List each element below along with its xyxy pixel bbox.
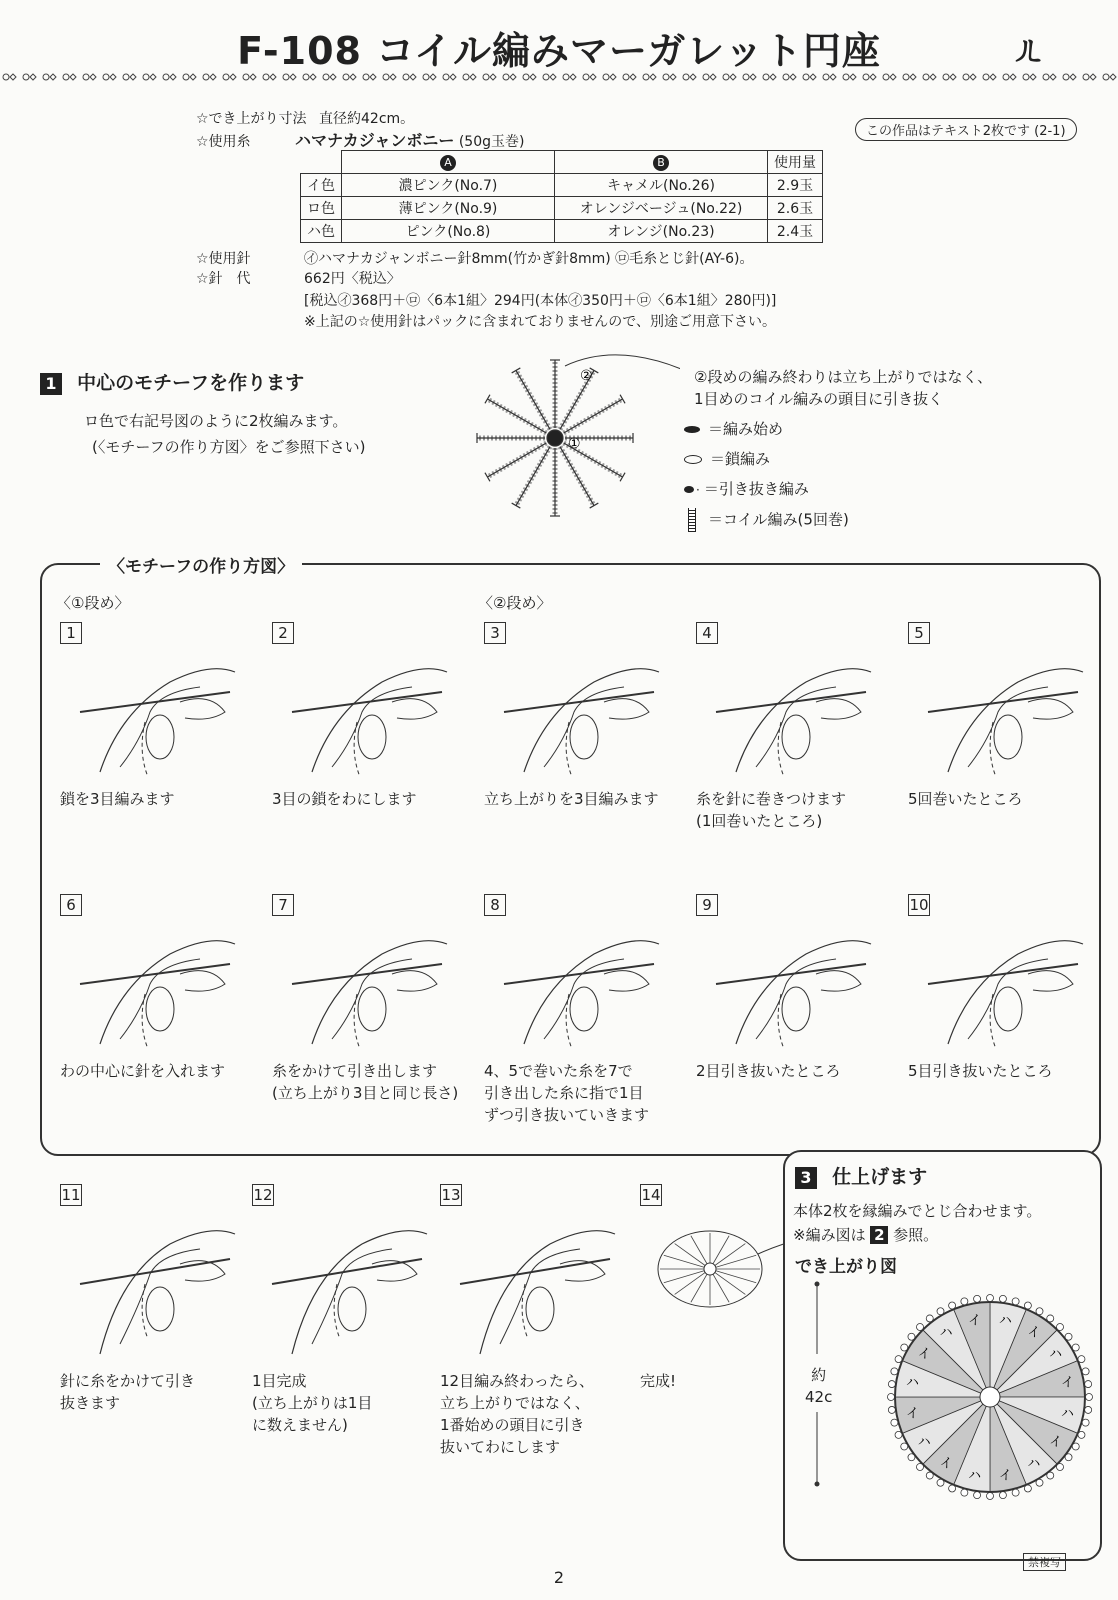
table-cell: 2.9玉 (768, 174, 823, 197)
diagram-note-line1: ②段めの編み終わりは立ち上がりではなく、 (694, 368, 993, 386)
instruction-step (908, 894, 1098, 1082)
instruction-step (60, 1184, 250, 1414)
wheel-label: ハ (968, 1468, 982, 1484)
wheel-label: イ (998, 1468, 1012, 1484)
legend-slip: · ＝引き抜き編み (684, 478, 809, 499)
table-cell: 薄ピンク(No.9) (342, 197, 555, 220)
diagram-note-line2: 1目めのコイル編みの頭目に引き抜く (694, 390, 944, 408)
table-cell: キャメル(No.26) (555, 174, 768, 197)
step-number: 4 (696, 622, 718, 644)
needles-row (196, 248, 754, 268)
step-caption: 12目編み終わったら、 立ち上がりではなく、 1番始めの頭目に引き 抜いてわにします (440, 1372, 594, 1456)
finished-diagram (805, 1272, 1095, 1552)
price-value: 662円〈税込〉 (304, 271, 401, 287)
hand-crochet-illustration (696, 924, 876, 1054)
step-caption: 針に糸をかけて引き 抜きます (60, 1372, 196, 1412)
size-label-2: 42c (805, 1388, 833, 1406)
legend-label: ＝コイル編み(5回巻) (708, 510, 849, 529)
table-corner (301, 151, 342, 174)
hand-crochet-illustration (908, 652, 1088, 782)
wheel-label: ハ (939, 1325, 953, 1341)
legend-chain (684, 448, 770, 469)
step-caption: わの中心に針を入れます (60, 1062, 226, 1080)
step-caption: 5回巻いたところ (908, 790, 1023, 808)
table-header-b (555, 151, 768, 174)
instruction-step (272, 894, 462, 1104)
table-cell: ハ色 (301, 220, 342, 243)
table-row (301, 174, 823, 197)
table-row (301, 220, 823, 243)
round2-label: 〈②段め〉 (478, 594, 552, 612)
table-cell: 2.4玉 (768, 220, 823, 243)
wheel-label: イ (968, 1313, 982, 1329)
instruction-step (60, 622, 250, 810)
price-label: ☆針 代 (196, 271, 251, 287)
step-number: 8 (484, 894, 506, 916)
yarn-brand: ハマナカジャンボニー (295, 131, 455, 150)
size-label: ☆でき上がり寸法 (196, 111, 307, 127)
instruction-step (908, 622, 1098, 810)
section1-title: 中心のモチーフを作ります (77, 372, 305, 394)
section3-box (783, 1150, 1102, 1561)
wheel-label: ハ (998, 1313, 1012, 1329)
step-caption: 3目の鎖をわにします (272, 790, 417, 808)
wheel-label: ハ (906, 1375, 920, 1391)
step-caption: 立ち上がりを3目編みます (484, 790, 659, 808)
round1-marker: ① (568, 436, 581, 452)
slip-stitch-icon (684, 486, 694, 493)
section3-desc: 本体2枚を縁編みでとじ合わせます。 (793, 1202, 1042, 1220)
instruction-step (60, 894, 250, 1082)
step-caption: 糸を針に巻きつけます (1回巻いたところ) (696, 790, 847, 830)
note-prefix: ※編み図は (793, 1226, 866, 1244)
size-row (196, 108, 414, 128)
page-number: 2 (553, 1568, 565, 1587)
round1-label: 〈①段め〉 (56, 594, 130, 612)
wheel-label: ハ (1049, 1347, 1063, 1363)
step-number: 6 (60, 894, 82, 916)
wheel-label: イ (906, 1406, 920, 1422)
note-badge: この作品はテキスト2枚です (2-1) (855, 118, 1077, 141)
table-header-amount: 使用量 (768, 151, 823, 174)
instruction-step (440, 1184, 630, 1458)
legend-label: ＝引き抜き編み (703, 480, 809, 498)
needles-label: ☆使用針 (196, 251, 251, 267)
step-number: 3 (484, 622, 506, 644)
start-stitch-icon (684, 426, 700, 433)
size-label-1: 約 (811, 1366, 827, 1384)
size-value: 直径約42cm。 (319, 111, 415, 127)
hand-crochet-illustration (272, 924, 452, 1054)
hand-crochet-illustration (696, 652, 876, 782)
section3-heading (795, 1162, 927, 1189)
table-header-a (342, 151, 555, 174)
wheel-label: ハ (917, 1434, 931, 1450)
motif-symbol-diagram (470, 350, 680, 540)
section1-heading (40, 368, 304, 395)
wheel-label: ハ (1060, 1406, 1074, 1422)
copyright-notice: 禁複写 (1023, 1553, 1066, 1571)
price-row (196, 268, 401, 288)
step-caption: 1目完成 (立ち上がりは1目 に数えません) (252, 1372, 373, 1434)
step-number: 1 (60, 622, 82, 644)
instruction-step (696, 622, 886, 832)
yarn-table (300, 150, 823, 243)
hand-crochet-illustration (484, 924, 664, 1054)
coil-stitch-icon (688, 508, 696, 532)
step-number: 5 (908, 622, 930, 644)
table-header-row (301, 151, 823, 174)
step-number: 2 (272, 622, 294, 644)
instruction-step (252, 1184, 442, 1436)
section3-note (793, 1224, 938, 1245)
step-caption: 完成! (640, 1372, 677, 1390)
hand-crochet-illustration (440, 1214, 620, 1364)
table-cell: ピンク(No.8) (342, 220, 555, 243)
step-number: 12 (253, 1186, 273, 1204)
decorative-border (0, 68, 1118, 86)
needles-note: ※上記の☆使用針はパックに含まれておりませんので、別途ご用意下さい。 (304, 314, 776, 330)
section1-number: 1 (40, 373, 62, 395)
instruction-step (272, 622, 462, 810)
section1-desc1: ロ色で右記号図のように2枚編みます。 (84, 412, 348, 430)
needles-value: ㋑ハマナカジャンボニー針8mm(竹かぎ針8mm) ㋺毛糸とじ針(AY-6)。 (304, 251, 754, 267)
table-cell: 2.6玉 (768, 197, 823, 220)
hand-crochet-illustration (908, 924, 1088, 1054)
instruction-step (484, 894, 674, 1126)
circle-b-icon: B (653, 155, 669, 171)
section3-number: 3 (795, 1167, 817, 1189)
hand-crochet-illustration (252, 1214, 432, 1364)
table-cell: 濃ピンク(No.7) (342, 174, 555, 197)
wheel-label: イ (917, 1347, 931, 1363)
table-cell: ロ色 (301, 197, 342, 220)
wheel-label: イ (1049, 1434, 1063, 1450)
note-suffix: 参照。 (893, 1226, 939, 1244)
finished-label: でき上がり図 (795, 1257, 897, 1277)
table-cell: イ色 (301, 174, 342, 197)
step-caption: 2目引き抜いたところ (696, 1062, 841, 1080)
step-number: 7 (272, 894, 294, 916)
price-detail: [税込㋑368円＋㋺〈6本1組〉294円(本体㋑350円＋㋺〈6本1組〉280円)] (304, 293, 777, 309)
section3-title: 仕上げます (832, 1166, 928, 1188)
instruction-step (484, 622, 674, 810)
wheel-label: イ (1027, 1325, 1041, 1341)
step-number: 14 (641, 1186, 661, 1204)
step-number: 11 (61, 1186, 81, 1204)
hand-crochet-illustration (272, 652, 452, 782)
hand-crochet-illustration (60, 1214, 240, 1364)
hand-crochet-illustration (60, 652, 240, 782)
step-caption: 糸をかけて引き出します (立ち上がり3目と同じ長さ) (272, 1062, 459, 1102)
cushion-wheel (888, 1295, 1093, 1500)
yarn-unit: (50g玉巻) (458, 134, 525, 150)
legend-label: ＝鎖編み (710, 450, 771, 468)
legend-label: ＝編み始め (708, 420, 784, 438)
round2-marker: ② (580, 368, 593, 384)
chain-stitch-icon (684, 455, 702, 464)
yarn-label: ☆使用糸 (196, 134, 251, 150)
wheel-label: イ (939, 1456, 953, 1472)
step-caption: 5目引き抜いたところ (908, 1062, 1053, 1080)
note-ref-number: 2 (870, 1226, 888, 1244)
table-cell: オレンジベージュ(No.22) (555, 197, 768, 220)
legend-coil (684, 508, 849, 532)
hand-crochet-illustration (484, 652, 664, 782)
wheel-label: ハ (1027, 1456, 1041, 1472)
yarn-row (196, 128, 524, 151)
step-number: 13 (441, 1186, 461, 1204)
circle-a-icon: A (440, 155, 456, 171)
step-number: 10 (909, 896, 929, 914)
section1-desc2: (〈モチーフの作り方図〉をご参照下さい) (92, 438, 366, 456)
page-title: F-108 コイル編みマーガレット円座 (237, 29, 881, 73)
table-row (301, 197, 823, 220)
instruction-step (696, 894, 886, 1082)
size-dot (815, 1482, 820, 1487)
legend-start (684, 418, 783, 439)
brand-logo: ㄦ (1012, 30, 1046, 70)
table-cell: オレンジ(No.23) (555, 220, 768, 243)
step-caption: 鎖を3目編みます (60, 790, 175, 808)
step-caption: 4、5で巻いた糸を7で 引き出した糸に指で1目 ずつ引き抜いていきます (484, 1062, 650, 1124)
hand-crochet-illustration (60, 924, 240, 1054)
size-dot (815, 1282, 820, 1287)
wheel-label: イ (1060, 1375, 1074, 1391)
motif-box-label: 〈モチーフの作り方図〉 (100, 552, 302, 577)
step-number: 9 (696, 894, 718, 916)
